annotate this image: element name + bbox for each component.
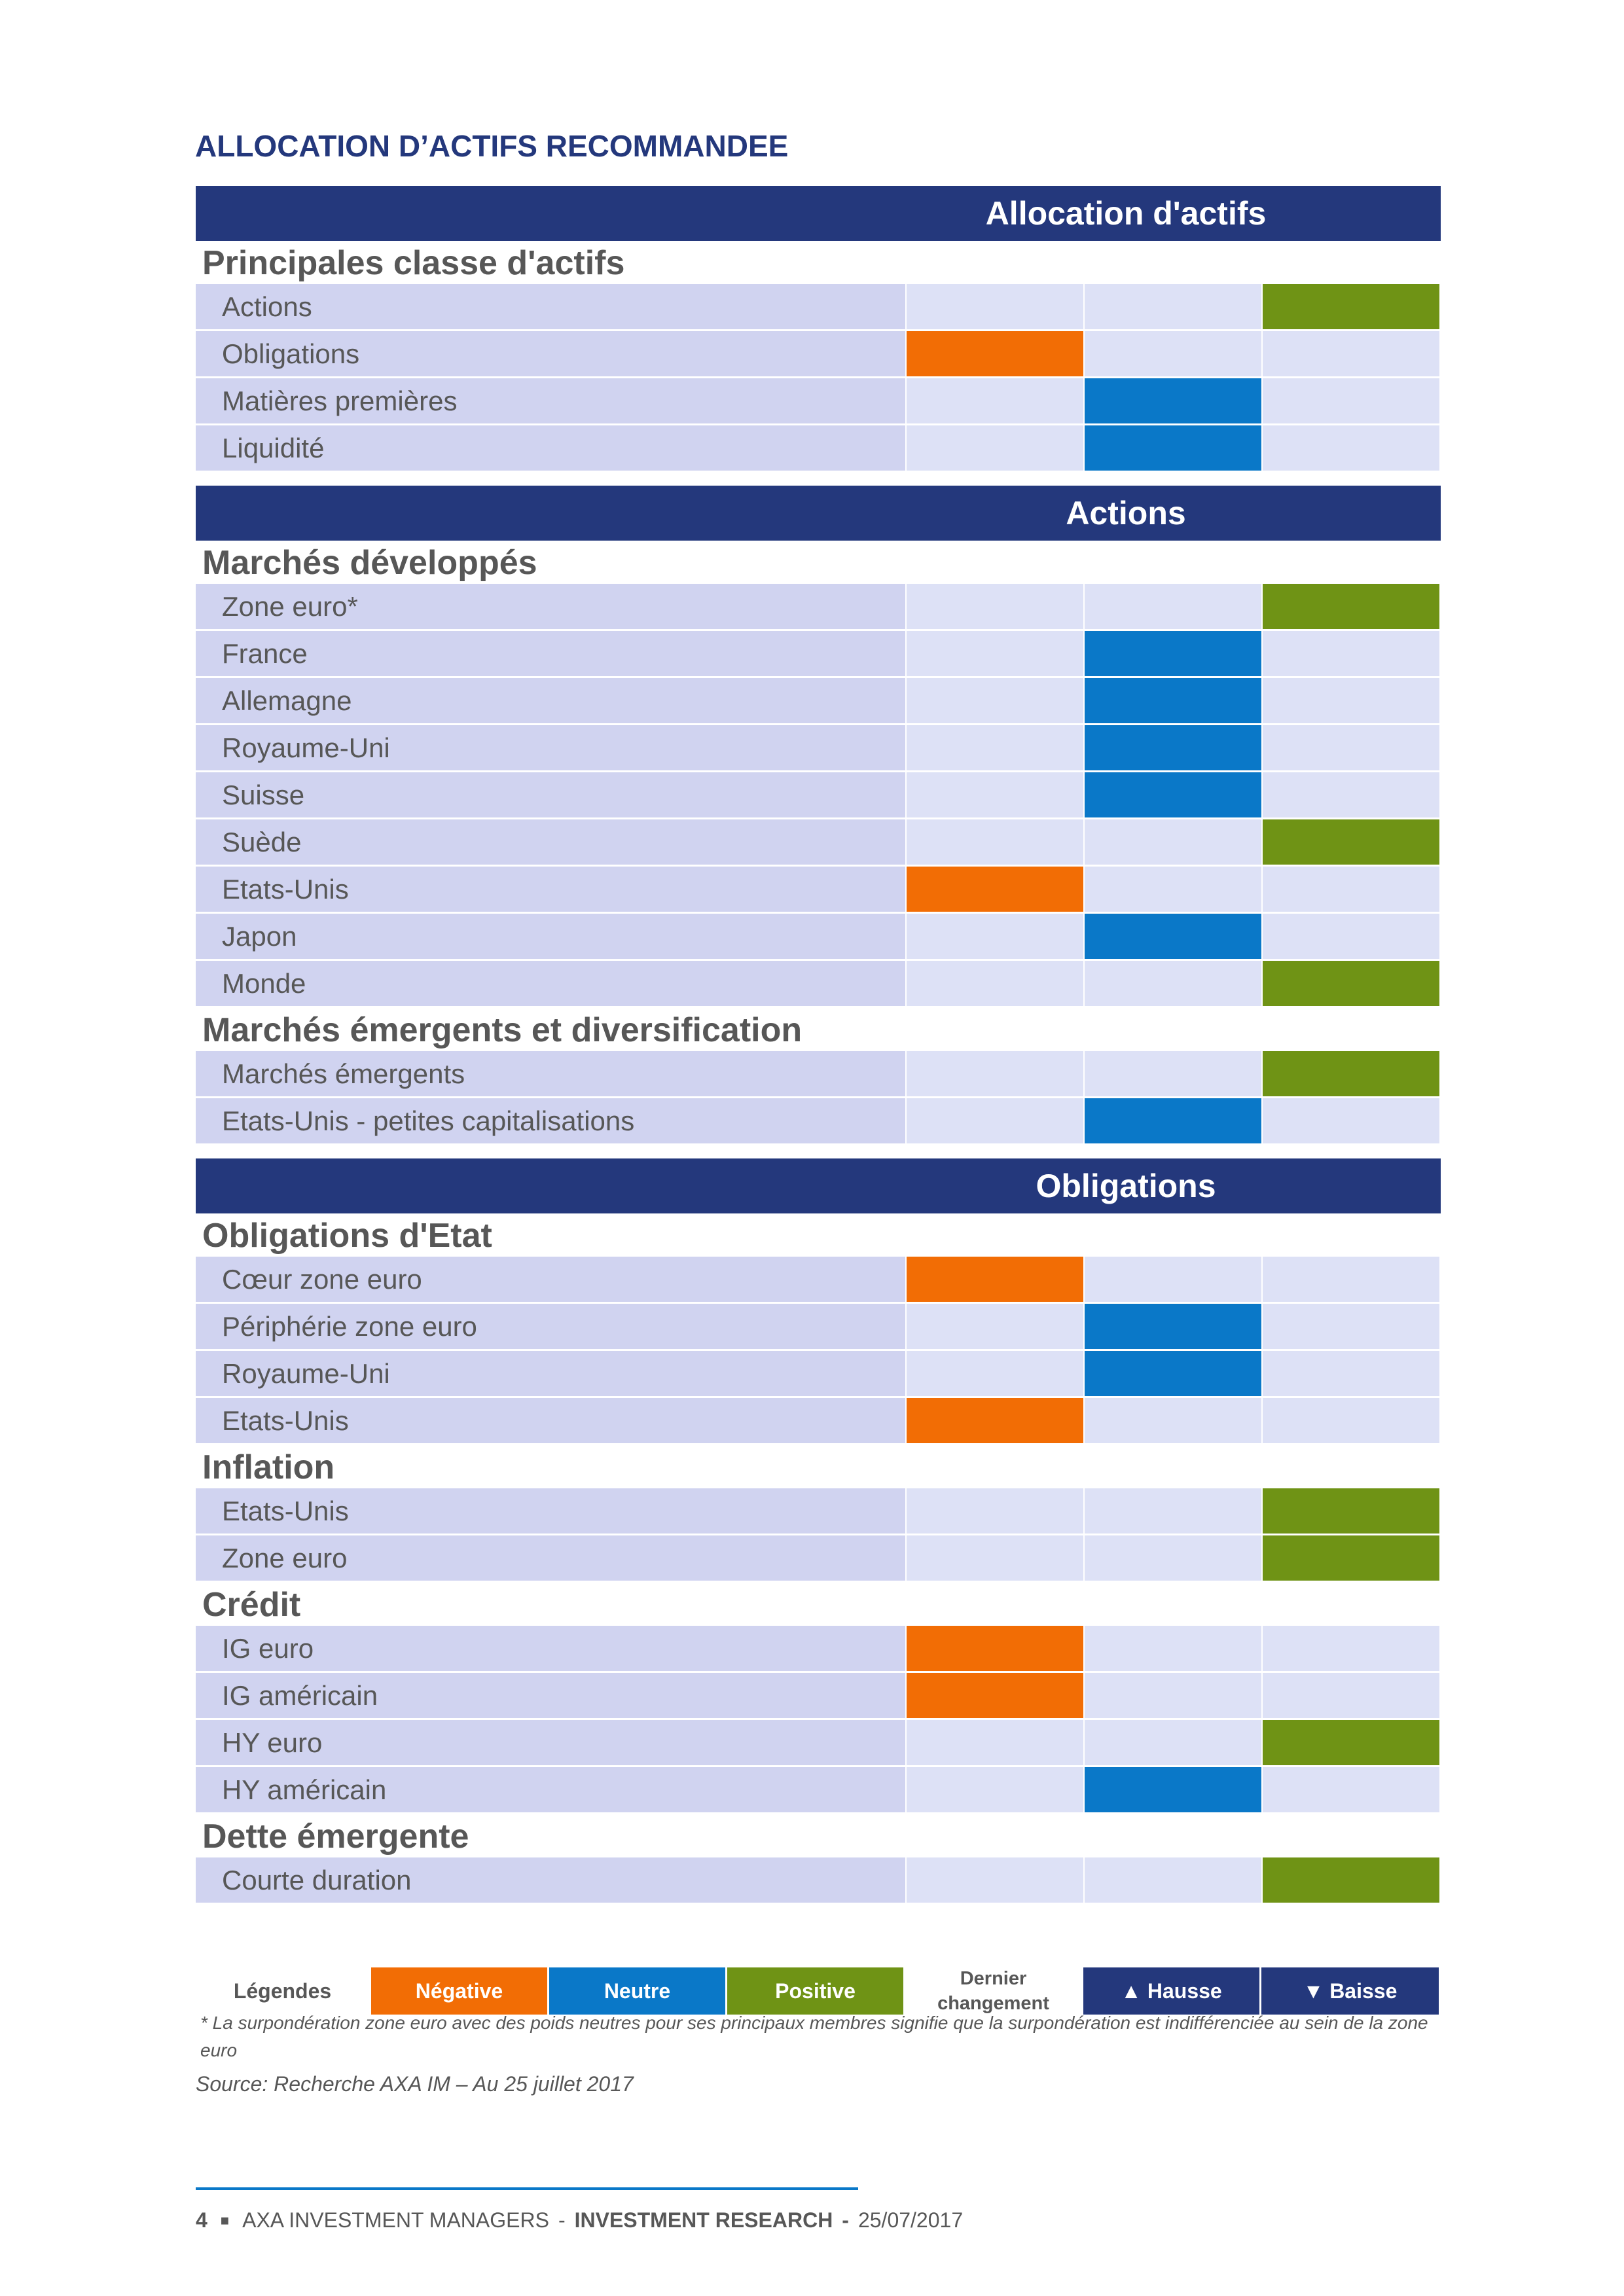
negative-cell <box>905 1488 1083 1535</box>
positive-cell <box>1261 1535 1439 1583</box>
row-label: Allemagne <box>196 678 905 725</box>
row-label: Obligations <box>196 331 905 378</box>
positive-cell <box>1261 867 1439 914</box>
table-row <box>196 1720 1441 1767</box>
table-row <box>196 1051 1441 1098</box>
neutral-cell <box>1083 1098 1261 1145</box>
negative-cell <box>905 331 1083 378</box>
table-row <box>196 1398 1441 1445</box>
neutral-cell <box>1083 725 1261 772</box>
neutral-cell <box>1083 819 1261 867</box>
legend-up: ▲ Hausse <box>1083 1967 1261 2015</box>
positive-cell <box>1261 678 1439 725</box>
positive-cell <box>1261 961 1439 1008</box>
negative-cell <box>905 819 1083 867</box>
group-heading: Crédit <box>202 1586 301 1624</box>
row-label: Etats-Unis <box>196 867 905 914</box>
neutral-cell <box>1083 961 1261 1008</box>
negative-cell <box>905 1257 1083 1304</box>
table-row <box>196 1857 1441 1905</box>
page-footer <box>196 2208 963 2233</box>
legend-positive: Positive <box>727 1967 905 2015</box>
section-gap <box>196 473 1441 486</box>
neutral-cell <box>1083 1257 1261 1304</box>
row-label: IG américain <box>196 1673 905 1720</box>
table-row <box>196 961 1441 1008</box>
negative-cell <box>905 1626 1083 1673</box>
footer-company: AXA INVESTMENT MANAGERS <box>242 2208 549 2232</box>
negative-cell <box>905 1673 1083 1720</box>
neutral-cell <box>1083 914 1261 961</box>
row-label: Etats-Unis <box>196 1488 905 1535</box>
row-label: Périphérie zone euro <box>196 1304 905 1351</box>
neutral-cell <box>1083 1673 1261 1720</box>
negative-cell <box>905 1051 1083 1098</box>
table-row <box>196 678 1441 725</box>
legend-negative: Négative <box>371 1967 549 2015</box>
table-row <box>196 772 1441 819</box>
negative-cell <box>905 725 1083 772</box>
table-row <box>196 1767 1441 1814</box>
neutral-cell <box>1083 1720 1261 1767</box>
positive-cell <box>1261 1304 1439 1351</box>
row-label: Marchés émergents <box>196 1051 905 1098</box>
neutral-cell <box>1083 1767 1261 1814</box>
source-note: Source: Recherche AXA IM – Au 25 juillet 2017 <box>196 2072 634 2096</box>
neutral-cell <box>1083 631 1261 678</box>
positive-cell <box>1261 772 1439 819</box>
neutral-cell <box>1083 1488 1261 1535</box>
row-label: Royaume-Uni <box>196 725 905 772</box>
positive-cell <box>1261 1488 1439 1535</box>
section-band: Actions <box>196 486 1441 541</box>
positive-cell <box>1261 425 1439 473</box>
section-gap <box>196 1145 1441 1158</box>
negative-cell <box>905 1535 1083 1583</box>
table-row <box>196 914 1441 961</box>
table-row <box>196 284 1441 331</box>
neutral-cell <box>1083 1398 1261 1445</box>
positive-cell <box>1261 584 1439 631</box>
group-heading: Marchés émergents et diversification <box>202 1011 803 1049</box>
neutral-cell <box>1083 772 1261 819</box>
neutral-cell <box>1083 1051 1261 1098</box>
table-row <box>196 1488 1441 1535</box>
neutral-cell <box>1083 378 1261 425</box>
negative-cell <box>905 378 1083 425</box>
group-heading: Marchés développés <box>202 544 537 582</box>
positive-cell <box>1261 1673 1439 1720</box>
positive-cell <box>1261 1257 1439 1304</box>
neutral-cell <box>1083 425 1261 473</box>
row-label: Zone euro <box>196 1535 905 1583</box>
positive-cell <box>1261 1098 1439 1145</box>
footer-separator: - <box>558 2208 566 2232</box>
negative-cell <box>905 867 1083 914</box>
row-label: HY euro <box>196 1720 905 1767</box>
legend-title: Légendes <box>196 1967 371 2015</box>
table-row <box>196 631 1441 678</box>
negative-cell <box>905 631 1083 678</box>
positive-cell <box>1261 631 1439 678</box>
table-row <box>196 1673 1441 1720</box>
neutral-cell <box>1083 584 1261 631</box>
footer-separator-2: - <box>842 2208 849 2232</box>
table-row <box>196 1535 1441 1583</box>
negative-cell <box>905 961 1083 1008</box>
positive-cell <box>1261 378 1439 425</box>
positive-cell <box>1261 819 1439 867</box>
positive-cell <box>1261 914 1439 961</box>
neutral-cell <box>1083 678 1261 725</box>
neutral-cell <box>1083 1304 1261 1351</box>
positive-cell <box>1261 1767 1439 1814</box>
allocation-table <box>196 186 1441 1905</box>
neutral-cell <box>1083 331 1261 378</box>
row-label: France <box>196 631 905 678</box>
legend <box>196 1967 1441 2015</box>
negative-cell <box>905 584 1083 631</box>
negative-cell <box>905 1398 1083 1445</box>
table-row <box>196 378 1441 425</box>
neutral-cell <box>1083 1351 1261 1398</box>
row-label: Etats-Unis - petites capitalisations <box>196 1098 905 1145</box>
footer-research: INVESTMENT RESEARCH <box>574 2208 833 2232</box>
footnote: * La surpondération zone euro avec des poids neutres pour ses principaux membres signifie que la surpondération est indifférenciée au sein de la zone euro <box>200 2013 1428 2060</box>
neutral-cell <box>1083 1535 1261 1583</box>
row-label: IG euro <box>196 1626 905 1673</box>
positive-cell <box>1261 725 1439 772</box>
row-label: HY américain <box>196 1767 905 1814</box>
negative-cell <box>905 1351 1083 1398</box>
table-row <box>196 867 1441 914</box>
row-label: Suède <box>196 819 905 867</box>
table-row <box>196 1257 1441 1304</box>
page-number: 4 <box>196 2208 208 2232</box>
group-heading: Principales classe d'actifs <box>202 244 625 282</box>
neutral-cell <box>1083 867 1261 914</box>
positive-cell <box>1261 284 1439 331</box>
row-label: Matières premières <box>196 378 905 425</box>
row-label: Actions <box>196 284 905 331</box>
footer-bullet: ■ <box>220 2212 230 2229</box>
table-row <box>196 725 1441 772</box>
footer-rule <box>196 2187 858 2190</box>
negative-cell <box>905 1720 1083 1767</box>
section-band: Obligations <box>196 1158 1441 1213</box>
legend-last-change: Dernier changement <box>905 1967 1083 2015</box>
table-row <box>196 1304 1441 1351</box>
row-label: Suisse <box>196 772 905 819</box>
section-band: Allocation d'actifs <box>196 186 1441 241</box>
negative-cell <box>905 678 1083 725</box>
row-label: Liquidité <box>196 425 905 473</box>
row-label: Japon <box>196 914 905 961</box>
row-label: Monde <box>196 961 905 1008</box>
negative-cell <box>905 284 1083 331</box>
positive-cell <box>1261 1857 1439 1905</box>
group-heading: Obligations d'Etat <box>202 1217 492 1255</box>
positive-cell <box>1261 1051 1439 1098</box>
positive-cell <box>1261 1398 1439 1445</box>
negative-cell <box>905 1857 1083 1905</box>
legend-neutral: Neutre <box>549 1967 727 2015</box>
negative-cell <box>905 914 1083 961</box>
legend-down: ▼ Baisse <box>1261 1967 1441 2015</box>
page-title: ALLOCATION D’ACTIFS RECOMMANDEE <box>195 129 789 163</box>
row-label: Courte duration <box>196 1857 905 1905</box>
positive-cell <box>1261 1720 1439 1767</box>
row-label: Royaume-Uni <box>196 1351 905 1398</box>
negative-cell <box>905 425 1083 473</box>
negative-cell <box>905 1098 1083 1145</box>
neutral-cell <box>1083 1857 1261 1905</box>
table-row <box>196 331 1441 378</box>
row-label: Zone euro* <box>196 584 905 631</box>
row-label: Cœur zone euro <box>196 1257 905 1304</box>
table-row <box>196 819 1441 867</box>
table-row <box>196 584 1441 631</box>
positive-cell <box>1261 1351 1439 1398</box>
group-heading: Inflation <box>202 1448 335 1486</box>
table-row <box>196 425 1441 473</box>
negative-cell <box>905 772 1083 819</box>
group-heading: Dette émergente <box>202 1818 469 1856</box>
table-row <box>196 1098 1441 1145</box>
negative-cell <box>905 1304 1083 1351</box>
neutral-cell <box>1083 1626 1261 1673</box>
row-label: Etats-Unis <box>196 1398 905 1445</box>
negative-cell <box>905 1767 1083 1814</box>
table-row <box>196 1626 1441 1673</box>
positive-cell <box>1261 331 1439 378</box>
table-row <box>196 1351 1441 1398</box>
footer-date: 25/07/2017 <box>857 2208 964 2232</box>
positive-cell <box>1261 1626 1439 1673</box>
neutral-cell <box>1083 284 1261 331</box>
